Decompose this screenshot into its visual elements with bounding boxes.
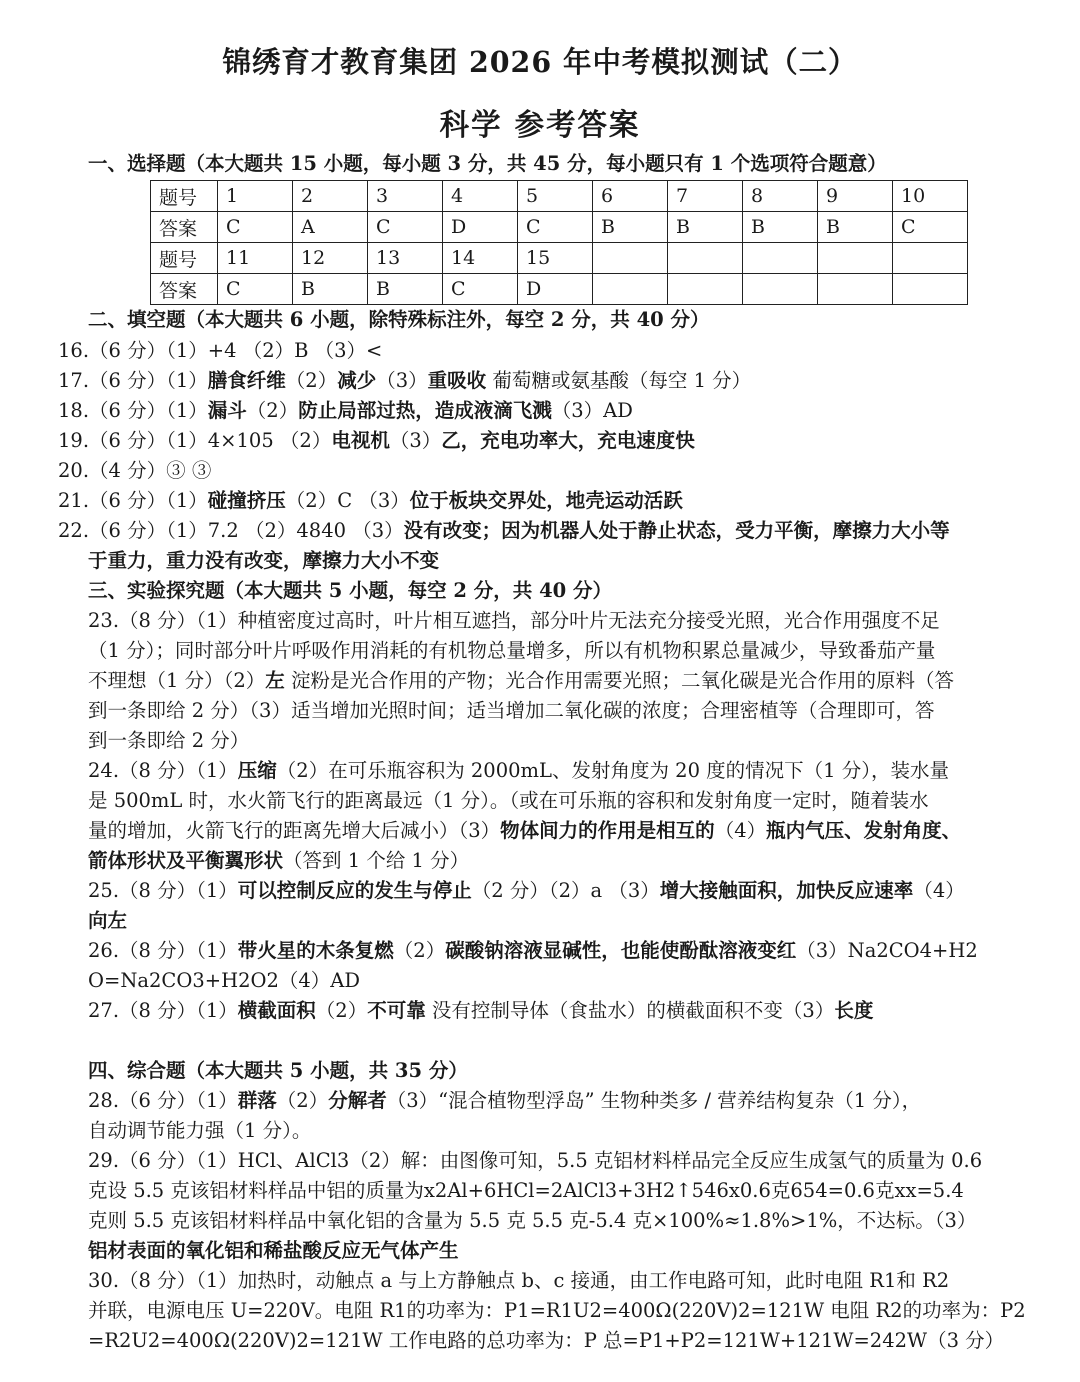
text-run-bold: 位于板块交界处，地壳运动活跃 <box>409 489 683 512</box>
text-run: 18.（6 分）（1） <box>58 399 208 422</box>
text-run: （3）Na2CO4+H2 <box>796 939 978 962</box>
table-cell <box>818 243 893 274</box>
answer-23-line1: 23.（8 分）（1）种植密度过高时，叶片相互遮挡，部分叶片无法充分接受光照，光合作用强度不足 <box>88 609 940 632</box>
text-run: （4） <box>714 819 767 842</box>
text-run-bold: 压缩 <box>237 759 277 782</box>
table-cell: 答案 <box>151 212 218 243</box>
table-cell <box>668 274 743 305</box>
text-run-bold: 碰撞挤压 <box>207 489 286 512</box>
answer-25-line1 <box>88 876 965 906</box>
table-cell <box>893 243 968 274</box>
text-run: 24.（8 分）（1） <box>88 759 238 782</box>
table-cell: C <box>443 274 518 305</box>
table-cell <box>593 274 668 305</box>
text-run: 26.（8 分）（1） <box>88 939 238 962</box>
text-run: 葡萄糖或氨基酸（每空 1 分） <box>486 369 752 392</box>
text-run: 没有控制导体（食盐水）的横截面积不变（3） <box>425 999 835 1022</box>
answer-29-line4: 铝材表面的氧化铝和稀盐酸反应无气体产生 <box>88 1239 459 1262</box>
table-cell: 14 <box>443 243 518 274</box>
table-cell: 5 <box>518 181 593 212</box>
text-run: （3） <box>376 369 428 392</box>
table-cell: C <box>218 274 293 305</box>
answer-24-line4 <box>88 846 469 876</box>
text-run: 19.（6 分）（1）4×105 （2） <box>58 429 332 452</box>
page-subtitle: 科学 参考答案 <box>439 108 641 143</box>
text-run-bold: 碳酸钠溶液显碱性，也能使酚酞溶液变红 <box>445 939 797 962</box>
text-run-bold: 可以控制反应的发生与停止 <box>237 879 472 902</box>
text-run: 25.（8 分）（1） <box>88 879 238 902</box>
text-run: （3） <box>389 429 442 452</box>
answer-30-line1: 30.（8 分）（1）加热时，动触点 a 与上方静触点 b、c 接通，由工作电路可知，此时电阻 R1和 R2 <box>88 1269 950 1292</box>
text-run-bold: 不可靠 <box>367 999 426 1022</box>
text-run-bold: 群落 <box>237 1089 277 1112</box>
table-cell: C <box>218 212 293 243</box>
answer-30-line2: 并联，电源电压 U=220V。电阻 R1的功率为：P1=R1U2=400Ω(220V)2=121W 电阻 R2的功率为：P2 <box>88 1299 1026 1322</box>
section1-heading: 一、选择题（本大题共 15 小题，每小题 3 分，共 45 分，每小题只有 1 个选项符合题意） <box>88 152 887 175</box>
text-run: （2） <box>393 939 446 962</box>
text-run: 量的增加，火箭飞行的距离先增大后减小）（3） <box>88 819 501 842</box>
table-cell: C <box>893 212 968 243</box>
text-run-bold: 乙，充电功率大，充电速度快 <box>441 429 695 452</box>
text-run-bold: 膳食纤维 <box>207 369 286 392</box>
table-cell: 3 <box>368 181 443 212</box>
answer-28-line2: 自动调节能力强（1 分）。 <box>88 1119 312 1142</box>
answer-23-line4: 到一条即给 2 分）（3）适当增加光照时间；适当增加二氧化碳的浓度；合理密植等（合理即可，答 <box>88 699 935 722</box>
table-cell: 题号 <box>151 243 218 274</box>
table-cell: 12 <box>293 243 368 274</box>
table-cell: B <box>818 212 893 243</box>
text-run-bold: 防止局部过热，造成液滴飞溅 <box>298 399 552 422</box>
text-run: （2） <box>276 1089 329 1112</box>
answer-23-line3 <box>88 666 954 696</box>
section4-heading: 四、综合题（本大题共 5 小题，共 35 分） <box>88 1059 468 1082</box>
table-cell: 4 <box>443 181 518 212</box>
text-run: 淀粉是光合作用的产物；光合作用需要光照；二氧化碳是光合作用的原料（答 <box>284 669 954 692</box>
table-cell: B <box>593 212 668 243</box>
text-run-bold: 长度 <box>834 999 874 1022</box>
answer-26-line1 <box>88 936 978 966</box>
table-cell: 9 <box>818 181 893 212</box>
table-cell: D <box>443 212 518 243</box>
text-run-bold: 横截面积 <box>237 999 316 1022</box>
text-run-bold: 增大接触面积，加快反应速率 <box>659 879 914 902</box>
answer-29-line1: 29.（6 分）（1）HCl、AlCl3（2）解：由图像可知，5.5 克铝材料样品完全反应生成氢气的质量为 0.6 <box>88 1149 983 1172</box>
answer-table <box>150 180 968 305</box>
text-run: 28.（6 分）（1） <box>88 1089 238 1112</box>
table-cell: B <box>293 274 368 305</box>
table-cell: B <box>743 212 818 243</box>
page-title: 锦绣育才教育集团 2026 年中考模拟测试（二） <box>222 45 858 79</box>
answer-20: 20.（4 分）③ ③ <box>58 459 212 482</box>
text-run: （2） <box>285 369 338 392</box>
table-cell: 13 <box>368 243 443 274</box>
table-cell: 7 <box>668 181 743 212</box>
answer-27 <box>88 996 873 1026</box>
table-cell: 2 <box>293 181 368 212</box>
text-run-bold: 电视机 <box>331 429 390 452</box>
answer-24-line2: 是 500mL 时，水火箭飞行的距离最远（1 分）。（或在可乐瓶的容积和发射角度一定时，随着装水 <box>88 789 929 812</box>
answer-24-line1 <box>88 756 949 786</box>
answer-29-line2: 克设 5.5 克该铝材料样品中铝的质量为x2Al+6HCl=2AlCl3+3H2↑546x0.6克654=0.6克xx=5.4 <box>88 1179 964 1202</box>
table-row <box>151 212 968 243</box>
answer-23-line2: （1 分）；同时部分叶片呼吸作用消耗的有机物总量增多，所以有机物积累总量减少，导致番茄产量 <box>88 639 936 662</box>
table-cell: 6 <box>593 181 668 212</box>
text-run: （2） <box>246 399 299 422</box>
answer-22 <box>58 516 950 546</box>
table-cell: 答案 <box>151 274 218 305</box>
table-cell: A <box>293 212 368 243</box>
answer-19 <box>58 426 695 456</box>
table-cell <box>743 274 818 305</box>
table-cell: B <box>368 274 443 305</box>
text-run: （3）AD <box>551 399 633 422</box>
table-cell: C <box>518 212 593 243</box>
text-run: 17.（6 分）（1） <box>58 369 208 392</box>
text-run-bold: 漏斗 <box>207 399 247 422</box>
answer-16: 16.（6 分）（1）+4 （2）B （3）< <box>58 339 383 362</box>
text-run-bold: 箭体形状及平衡翼形状 <box>88 849 284 872</box>
table-cell: 10 <box>893 181 968 212</box>
answer-21 <box>58 486 683 516</box>
text-run: （4） <box>913 879 965 902</box>
text-run: 21.（6 分）（1） <box>58 489 208 512</box>
table-cell: B <box>668 212 743 243</box>
text-run: （2） <box>315 999 368 1022</box>
answer-30-line3: =R2U2=400Ω(220V)2=121W 工作电路的总功率为：P 总=P1+P2=121W+121W=242W（3 分） <box>88 1329 1005 1352</box>
text-run-bold: 带火星的木条复燃 <box>237 939 394 962</box>
text-run-bold: 重吸收 <box>427 369 487 392</box>
answer-23-line5: 到一条即给 2 分） <box>88 729 250 752</box>
answer-28-line1 <box>88 1086 921 1116</box>
table-cell <box>893 274 968 305</box>
answer-22-cont: 于重力，重力没有改变，摩擦力大小不变 <box>88 549 440 572</box>
text-run: （2）在可乐瓶容积为 2000mL、发射角度为 20 度的情况下（1 分），装水量 <box>276 759 950 782</box>
table-cell: 15 <box>518 243 593 274</box>
text-run: 22.（6 分）（1）7.2 （2）4840 （3） <box>58 519 404 542</box>
table-row <box>151 181 968 212</box>
table-cell <box>818 274 893 305</box>
table-cell <box>593 243 668 274</box>
answer-24-line3 <box>88 816 961 846</box>
section2-heading: 二、填空题（本大题共 6 小题，除特殊标注外，每空 2 分，共 40 分） <box>88 308 710 331</box>
text-run: （2）C （3） <box>285 489 410 512</box>
table-cell <box>743 243 818 274</box>
text-run: 不理想（1 分）（2） <box>88 669 266 692</box>
text-run: （答到 1 个给 1 分） <box>283 849 470 872</box>
text-run-bold: 左 <box>265 669 285 692</box>
text-run: （2 分）（2）a （3） <box>471 879 660 902</box>
table-cell: 1 <box>218 181 293 212</box>
answer-18 <box>58 396 633 426</box>
table-cell: 8 <box>743 181 818 212</box>
answer-29-line3: 克则 5.5 克该铝材料样品中氧化铝的含量为 5.5 克 5.5 克-5.4 克×100%≈1.8%>1%，不达标。（3） <box>88 1209 977 1232</box>
text-run-bold: 没有改变；因为机器人处于静止状态，受力平衡，摩擦力大小等 <box>403 519 950 542</box>
text-run: 27.（8 分）（1） <box>88 999 238 1022</box>
answer-17 <box>58 366 751 396</box>
table-cell <box>668 243 743 274</box>
text-run-bold: 瓶内气压、发射角度、 <box>766 819 962 842</box>
text-run-bold: 分解者 <box>328 1089 387 1112</box>
table-row <box>151 243 968 274</box>
table-cell: 11 <box>218 243 293 274</box>
text-run-bold: 物体间力的作用是相互的 <box>500 819 715 842</box>
answer-26-line2: O=Na2CO3+H2O2（4）AD <box>88 969 361 992</box>
text-run-bold: 减少 <box>337 369 377 392</box>
table-cell: 题号 <box>151 181 218 212</box>
table-cell: D <box>518 274 593 305</box>
text-run: （3）“混合植物型浮岛” 生物种类多 / 营养结构复杂（1 分）， <box>386 1089 922 1112</box>
section3-heading: 三、实验探究题（本大题共 5 小题，每空 2 分，共 40 分） <box>88 579 613 602</box>
answer-25-line2: 向左 <box>88 909 128 932</box>
table-cell: C <box>368 212 443 243</box>
table-row <box>151 274 968 305</box>
